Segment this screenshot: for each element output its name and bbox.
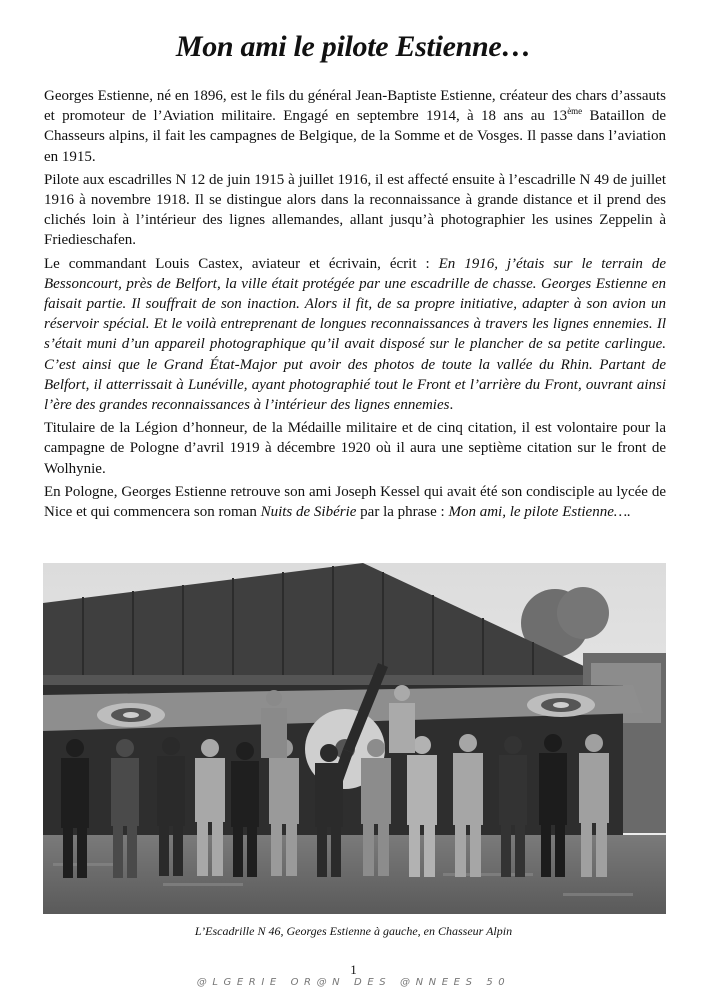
paragraph-4: Titulaire de la Légion d’honneur, de la Médaille militaire et de cinq citation, il est volontaire pour la campagne de Pologne d’avril 1919 à décembre 1920 où il aura une septième citation sur le front de Wolhynie.	[44, 420, 666, 477]
paragraph-2: Pilote aux escadrilles N 12 de juin 1915 à juillet 1916, il est affecté ensuite à l’escadrille N 49 de juillet 1916 à novembre 1918. Il se distingue alors dans la reconnaissance à grande distance et il prend des clichés loin à l’intérieur des lignes allemandes, allant jusqu’à photographier les usines Zeppelin à Friedieschafen.	[44, 171, 666, 249]
page-number: 1	[350, 962, 357, 977]
footer-text: @LGERIE OR@N DES @NNEES 50	[196, 977, 511, 988]
ordinal-superscript: ème	[567, 106, 583, 117]
paragraph-5: En Pologne, Georges Estienne retrouve son ami Joseph Kessel qui avait été son condisciple au lycée de Nice et qui commencera son roman Nuits de Sibérie par la phrase : Mon ami, le pilote Estienne….	[44, 483, 666, 521]
paragraph-1: Georges Estienne, né en 1896, est le fils du général Jean-Baptiste Estienne, créateur des chars d’assauts et promoteur de l’Aviation militaire. Engagé en septembre 1914, à 18 ans au 13ème Bataillon de Chasseurs alpins, il fait les campagnes de Belgique, de la Somme et de Vosges. Il passe dans l’aviation en 1915.	[44, 88, 666, 165]
kessel-quote: Mon ami, le pilote Estienne….	[448, 504, 631, 521]
novel-title: Nuits de Sibérie	[260, 504, 357, 521]
article-body	[44, 86, 666, 525]
castex-quote: En 1916, j’étais sur le terrain de Bessoncourt, près de Belfort, la ville était protégée par une escadrille de chasse. Georges Estienne en faisait partie. Il souffrait de son inaction. Alors il fit, de sa propre initiative, adapter à son avion un réservoir spécial. Et le voilà entreprenant de longues reconnaissances à travers les lignes ennemies. Il s’était muni d’un appareil photographique qu’il avait disposé sur le plancher de sa petite carlingue. C’est ainsi que le Grand État-Major put avoir des photos de toute la vallée du Rhin. Partant de Belfort, il atterrissait à Lunéville, ayant photographié tout le Front et l’arrière du Front, ouvrant ainsi l’ère des grandes reconnaissances à l’intérieur des lignes ennemies	[44, 255, 666, 414]
page-title: Mon ami le pilote Estienne…	[175, 30, 532, 63]
photo-illustration	[43, 563, 666, 914]
escadrille-photo	[43, 563, 666, 914]
paragraph-3: Le commandant Louis Castex, aviateur et écrivain, écrit : En 1916, j’étais sur le terrain de Bessoncourt, près de Belfort, la ville était protégée par une escadrille de chasse. Georges Estienne en faisait partie. Il souffrait de son inaction. Alors il fit, de sa propre initiative, adapter à son avion un réservoir spécial. Et le voilà entreprenant de longues reconnaissances à travers les lignes ennemies. Il s’était muni d’un appareil photographique qu’il avait disposé sur le plancher de sa petite carlingue. C’est ainsi que le Grand État-Major put avoir des photos de toute la vallée du Rhin. Partant de Belfort, il atterrissait à Lunéville, ayant photographié tout le Front et l’arrière du Front, ouvrant ainsi l’ère des grandes reconnaissances à l’intérieur des lignes ennemies.	[44, 255, 666, 414]
photo-caption: L’Escadrille N 46, Georges Estienne à gauche, en Chasseur Alpin	[194, 924, 513, 938]
